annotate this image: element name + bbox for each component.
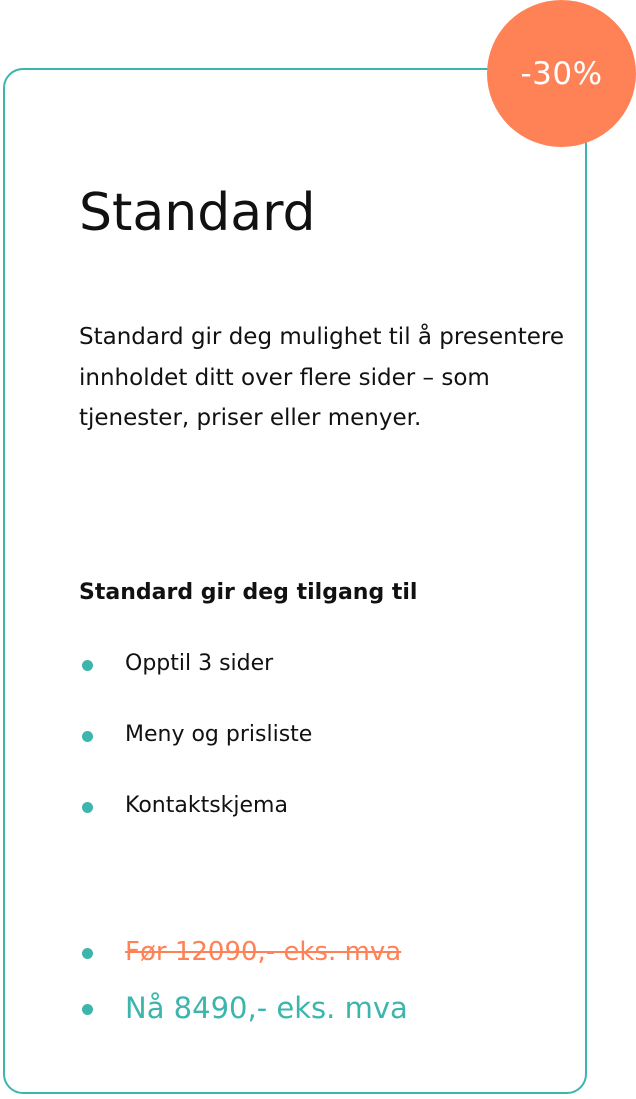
feature-label: Opptil 3 sider	[125, 651, 274, 676]
bullet-dot-icon	[82, 948, 93, 959]
feature-label: Kontaktskjema	[125, 793, 288, 818]
plan-description: Standard gir deg mulighet til å presentere innholdet ditt over flere sider – som tjenester, priser eller menyer.	[79, 324, 564, 431]
bullet-dot-icon	[82, 1004, 93, 1015]
feature-label: Meny og prisliste	[125, 722, 313, 747]
bullet-dot-icon	[82, 731, 93, 742]
bullet-dot-icon	[82, 660, 93, 671]
bullet-dot-icon	[82, 802, 93, 813]
plan-title: Standard	[79, 183, 316, 243]
discount-badge-label: -30%	[520, 55, 603, 92]
new-price: Nå 8490,- eks. mva	[125, 991, 408, 1025]
features-heading: Standard gir deg tilgang til	[79, 580, 418, 605]
discount-badge	[487, 0, 636, 147]
old-price: Før 12090,- eks. mva	[125, 937, 402, 967]
